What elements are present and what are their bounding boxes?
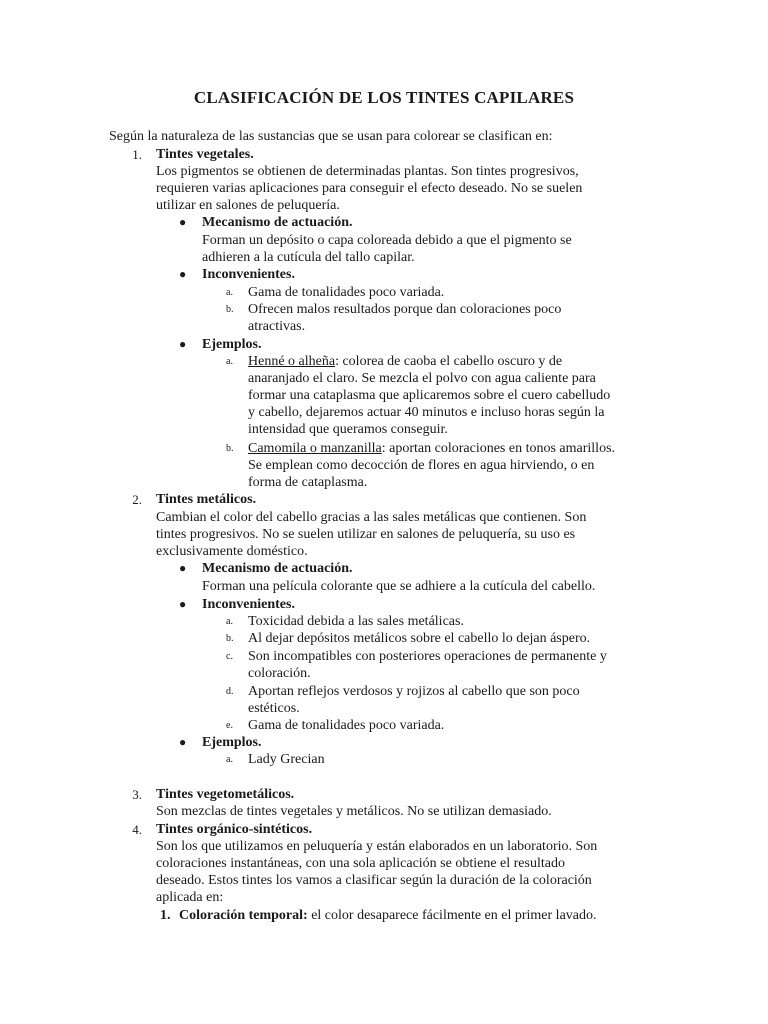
list-item: Se emplean como decocción de flores en agua hirviendo, o en [248, 458, 595, 473]
section-heading: Tintes orgánico-sintéticos. [156, 822, 313, 837]
example-text: : colorea de caoba el cabello oscuro y de [335, 354, 563, 369]
intro-text: Según la naturaleza de las sustancias que se usan para colorear se clasifican en: [109, 129, 553, 144]
paragraph-line: exclusivamente doméstico. [156, 544, 308, 559]
section-heading: Tintes vegetales. [156, 147, 254, 162]
letter-marker: a. [226, 356, 233, 367]
bullet-marker: ● [179, 215, 187, 229]
list-item [248, 353, 562, 370]
subsection-text: el color desaparece fácilmente en el primer lavado. [307, 908, 597, 923]
list-item: coloración. [248, 666, 311, 681]
list-item: Son incompatibles con posteriores operaciones de permanente y [248, 649, 607, 664]
subsection-item [179, 907, 597, 924]
list-item: Gama de tonalidades poco variada. [248, 718, 445, 733]
example-name: Camomila o manzanilla [248, 441, 382, 456]
list-item [248, 440, 615, 457]
section-number: 1. [132, 147, 142, 162]
paragraph-line: adhieren a la cutícula del tallo capilar. [202, 250, 415, 265]
list-item: Ofrecen malos resultados porque dan coloraciones poco [248, 302, 562, 317]
letter-marker: b. [226, 304, 234, 315]
subheading: Ejemplos. [202, 735, 262, 750]
paragraph-line: requieren varias aplicaciones para conseguir el efecto deseado. No se suelen [156, 181, 583, 196]
paragraph-line: Cambian el color del cabello gracias a las sales metálicas que contienen. Son [156, 510, 587, 525]
subheading: Mecanismo de actuación. [202, 561, 353, 576]
paragraph-line: Son mezclas de tintes vegetales y metálicos. No se utilizan demasiado. [156, 804, 552, 819]
list-item: atractivas. [248, 319, 306, 334]
bullet-marker: ● [179, 337, 187, 351]
letter-marker: b. [226, 633, 234, 644]
subheading: Inconvenientes. [202, 267, 295, 282]
list-item: estéticos. [248, 701, 300, 716]
section-number: 4. [132, 822, 142, 837]
letter-marker: a. [226, 616, 233, 627]
paragraph-line: tintes progresivos. No se suelen utilizar en salones de peluquería, su uso es [156, 527, 576, 542]
letter-marker: a. [226, 754, 233, 765]
section-number: 2. [132, 492, 142, 507]
paragraph-line: Forman un depósito o capa coloreada debido a que el pigmento se [202, 233, 572, 248]
example-text: : aportan coloraciones en tonos amarillos. [381, 441, 616, 456]
paragraph-line: Son los que utilizamos en peluquería y están elaborados en un laboratorio. Son [156, 839, 598, 854]
subheading: Mecanismo de actuación. [202, 215, 353, 230]
subsection-number: 1. [160, 908, 171, 923]
list-item: formar una cataplasma que aplicaremos sobre el cuero cabelludo [248, 388, 611, 403]
letter-marker: d. [226, 686, 234, 697]
paragraph-line: deseado. Estos tintes los vamos a clasificar según la duración de la coloración [156, 873, 592, 888]
paragraph-line: utilizar en salones de peluquería. [156, 198, 340, 213]
paragraph-line: Los pigmentos se obtienen de determinadas plantas. Son tintes progresivos, [156, 164, 579, 179]
list-item: forma de cataplasma. [248, 475, 368, 490]
letter-marker: c. [226, 651, 233, 662]
list-item: Al dejar depósitos metálicos sobre el cabello lo dejan áspero. [248, 631, 591, 646]
subsection-heading: Coloración temporal: [179, 908, 308, 923]
letter-marker: b. [226, 443, 234, 454]
paragraph-line: coloraciones instantáneas, con una sola aplicación se obtiene el resultado [156, 856, 565, 871]
bullet-marker: ● [179, 561, 187, 575]
subheading: Inconvenientes. [202, 597, 295, 612]
list-item: y cabello, dejaremos actuar 40 minutos e incluso horas según la [248, 405, 605, 420]
letter-marker: a. [226, 287, 233, 298]
bullet-marker: ● [179, 597, 187, 611]
list-item: anaranjado el claro. Se mezcla el polvo con agua caliente para [248, 371, 596, 386]
bullet-marker: ● [179, 735, 187, 749]
bullet-marker: ● [179, 267, 187, 281]
list-item: Aportan reflejos verdosos y rojizos al cabello que son poco [248, 684, 580, 699]
section-heading: Tintes metálicos. [156, 492, 257, 507]
list-item: Gama de tonalidades poco variada. [248, 285, 445, 300]
list-item: intensidad que queramos conseguir. [248, 422, 448, 437]
list-item: Toxicidad debida a las sales metálicas. [248, 614, 464, 629]
page-title: CLASIFICACIÓN DE LOS TINTES CAPILARES [193, 88, 575, 107]
list-item: Lady Grecian [248, 752, 325, 767]
paragraph-line: Forman una película colorante que se adhiere a la cutícula del cabello. [202, 579, 596, 594]
section-number: 3. [132, 787, 142, 802]
paragraph-line: aplicada en: [156, 890, 224, 905]
example-name: Henné o alheña [248, 354, 336, 369]
letter-marker: e. [226, 720, 233, 731]
subheading: Ejemplos. [202, 337, 262, 352]
section-heading: Tintes vegetometálicos. [156, 787, 295, 802]
